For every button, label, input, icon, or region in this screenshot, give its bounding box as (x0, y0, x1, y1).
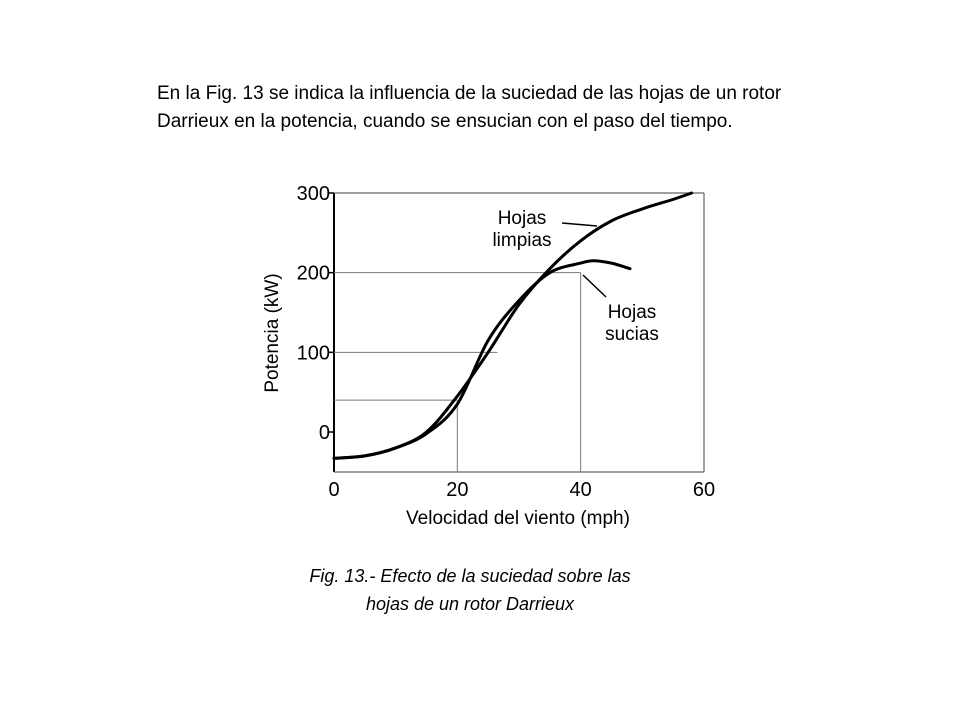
y-tick-label-0: 0 (318, 422, 330, 444)
series-label-1 (605, 302, 659, 345)
y-tick-label-2: 200 (296, 262, 330, 285)
x-axis-label: Velocidad del viento (mph) (406, 508, 630, 529)
x-tick-label-3: 60 (692, 479, 716, 501)
y-axis-label: Potencia (kW) (262, 273, 283, 393)
x-tick-label-2: 40 (569, 479, 592, 501)
series-label-0-line-1: limpias (492, 230, 552, 251)
y-tick-label-1: 100 (296, 342, 330, 365)
series-label-0-line-0: Hojas (497, 208, 547, 229)
caption-line-1: Fig. 13.- Efecto de la suciedad sobre las (309, 566, 631, 586)
series-leader-1 (583, 275, 606, 297)
intro-line-1: En la Fig. 13 se indica la influencia de la suciedad de las hojas de un rotor (157, 83, 782, 104)
figure-caption (250, 562, 690, 618)
series-leader-0 (562, 223, 597, 226)
y-tick-label-3: 300 (296, 183, 330, 205)
intro-line-2: Darrieux en la potencia, cuando se ensucian con el paso del tiempo. (157, 111, 733, 132)
series-label-1-line-1: sucias (605, 324, 659, 345)
x-tick-label-0: 0 (328, 479, 340, 501)
caption-line-2: hojas de un rotor Darrieux (365, 594, 575, 614)
series-label-0 (492, 208, 551, 251)
series-labels (492, 208, 658, 345)
x-tick-label-1: 20 (446, 479, 469, 501)
series-label-1-line-0: Hojas (607, 302, 657, 323)
